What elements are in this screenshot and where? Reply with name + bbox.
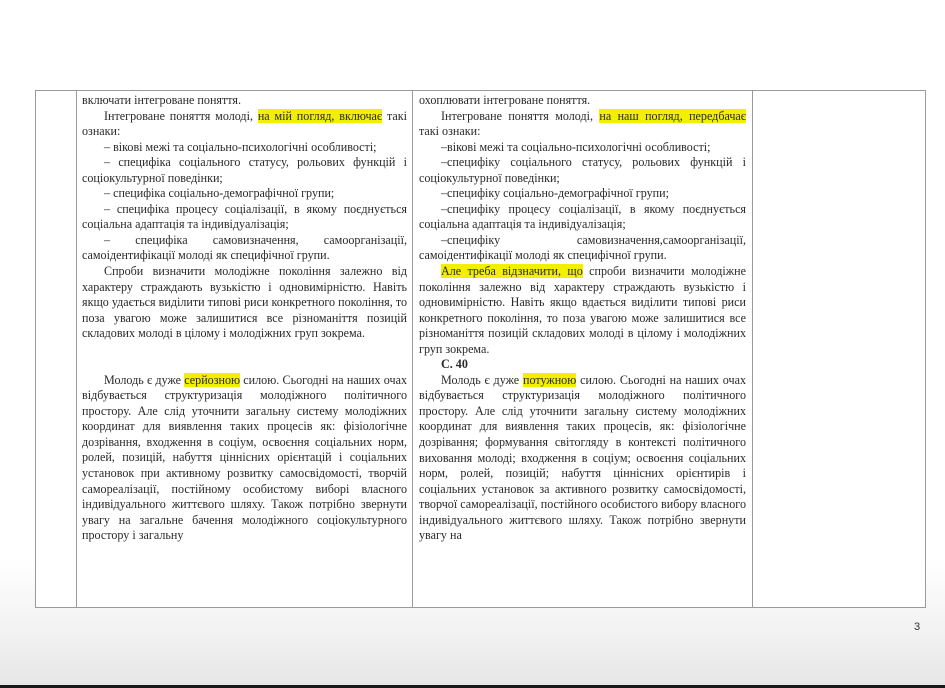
left-paragraph: Спроби визначити молодіжне покоління залежно від характеру страждають вузькістю і одновимірністю. Навіть якщо удається виділити типові риси конкретного покоління, то поза увагою може залишитися все різноманіття позицій складових молоді в цілому і молодіжних груп зокрема. xyxy=(82,264,407,341)
page-reference: С. 40 xyxy=(441,357,468,372)
table-border-1 xyxy=(76,91,77,607)
left-paragraph: – специфіка процесу соціалізації, в якому поєднується соціальна адаптація та індивідуалізація; xyxy=(82,201,407,232)
right-paragraph: –специфіку соціального статусу, рольових функцій і соціокультурної поведінки; xyxy=(419,155,746,185)
right-paragraph: –вікові межі та соціально-психологічні особливості; xyxy=(441,139,711,154)
highlight-mark: на мій погляд, включає xyxy=(257,108,383,123)
highlight-mark: серйозною xyxy=(184,372,241,387)
page-number: 3 xyxy=(914,621,921,633)
right-paragraph: –специфіку процесу соціалізації, в якому поєднується соціальна адаптація та індивідуалізація; xyxy=(419,201,746,232)
left-paragraph: – специфіка соціально-демографічної групи; xyxy=(104,186,335,201)
left-text-column xyxy=(82,93,407,607)
highlight-mark: на наш погляд, передбачає xyxy=(599,108,746,123)
right-paragraph: Молодь є дуже потужною силою. Сьогодні на наших очах відбувається структуризація молодіжного політичного простору. Але слід уточнити загальну систему молодіжних координат для виявлення таких процесів, як: фізіологічне дозрівання; формування світогляду в контексті політичного виховання молоді; входження в соціум; освоєння соціальних норм, ролей, позицій; набуття ціннісних орієнтирів і соціальних установок за активного розвитку самосвідомості, творчої самореалізації, постійного особистого вибору власного індивідуального життєвого шляху. Також потрібно звернути увагу на xyxy=(419,372,746,543)
left-paragraph: Інтегроване поняття молоді, на мій погляд, включає такі ознаки: xyxy=(82,108,407,139)
right-paragraph: охоплювати інтегроване поняття. xyxy=(419,93,591,107)
highlight-mark: потужною xyxy=(522,372,577,387)
table-border-2 xyxy=(412,91,413,607)
left-paragraph: – специфіка самовизначення, самоорганізації, самоідентифікації молоді як специфічної групи. xyxy=(82,232,407,263)
left-paragraph: включати інтегроване поняття. xyxy=(82,93,241,107)
right-paragraph: Але треба відзначити, що спроби визначити молодіжне покоління залежно від характеру страждають вузькістю і одновимірністю. Навіть якщо вдається виділити типові риси конкретного покоління, то поза увагою може залишитися все різноманіття позицій складових молоді в цілому і молодіжних груп зокрема. xyxy=(419,264,746,356)
right-text-column xyxy=(419,93,746,607)
left-paragraph: – специфіка соціального статусу, рольових функцій і соціокультурної поведінки; xyxy=(82,155,407,185)
table-border-3 xyxy=(752,91,753,607)
highlight-mark: Але треба відзначити, що xyxy=(441,264,583,279)
right-paragraph: –специфіку самовизначення,самоорганізації, самоідентифікації молоді як специфічної групи. xyxy=(419,232,746,263)
left-paragraph: Молодь є дуже серйозною силою. Сьогодні на наших очах відбувається структуризація молодіжного політичного простору. Але слід уточнити загальну систему молодіжних координат для виявлення таких процесів як: фізіологічне дозрівання, входження в соціум, освоєння соціальних норм, ролей, позицій, набуття ціннісних орієнтацій і соціальних установок при активному розвитку самосвідомості, творчій самореалізації, постійному особистому виборі власного індивідуального життєвого шляху. Також потрібно звернути увагу на загальне бачення молодіжного соціокультурного простору і загальну xyxy=(82,372,407,543)
right-paragraph: Інтегроване поняття молоді, на наш погляд, передбачає такі ознаки: xyxy=(419,108,746,139)
spacer xyxy=(82,342,407,373)
right-paragraph: –специфіку соціально-демографічної групи; xyxy=(441,186,669,201)
comparison-table xyxy=(35,90,926,608)
left-paragraph: – вікові межі та соціально-психологічні особливості; xyxy=(104,139,377,154)
